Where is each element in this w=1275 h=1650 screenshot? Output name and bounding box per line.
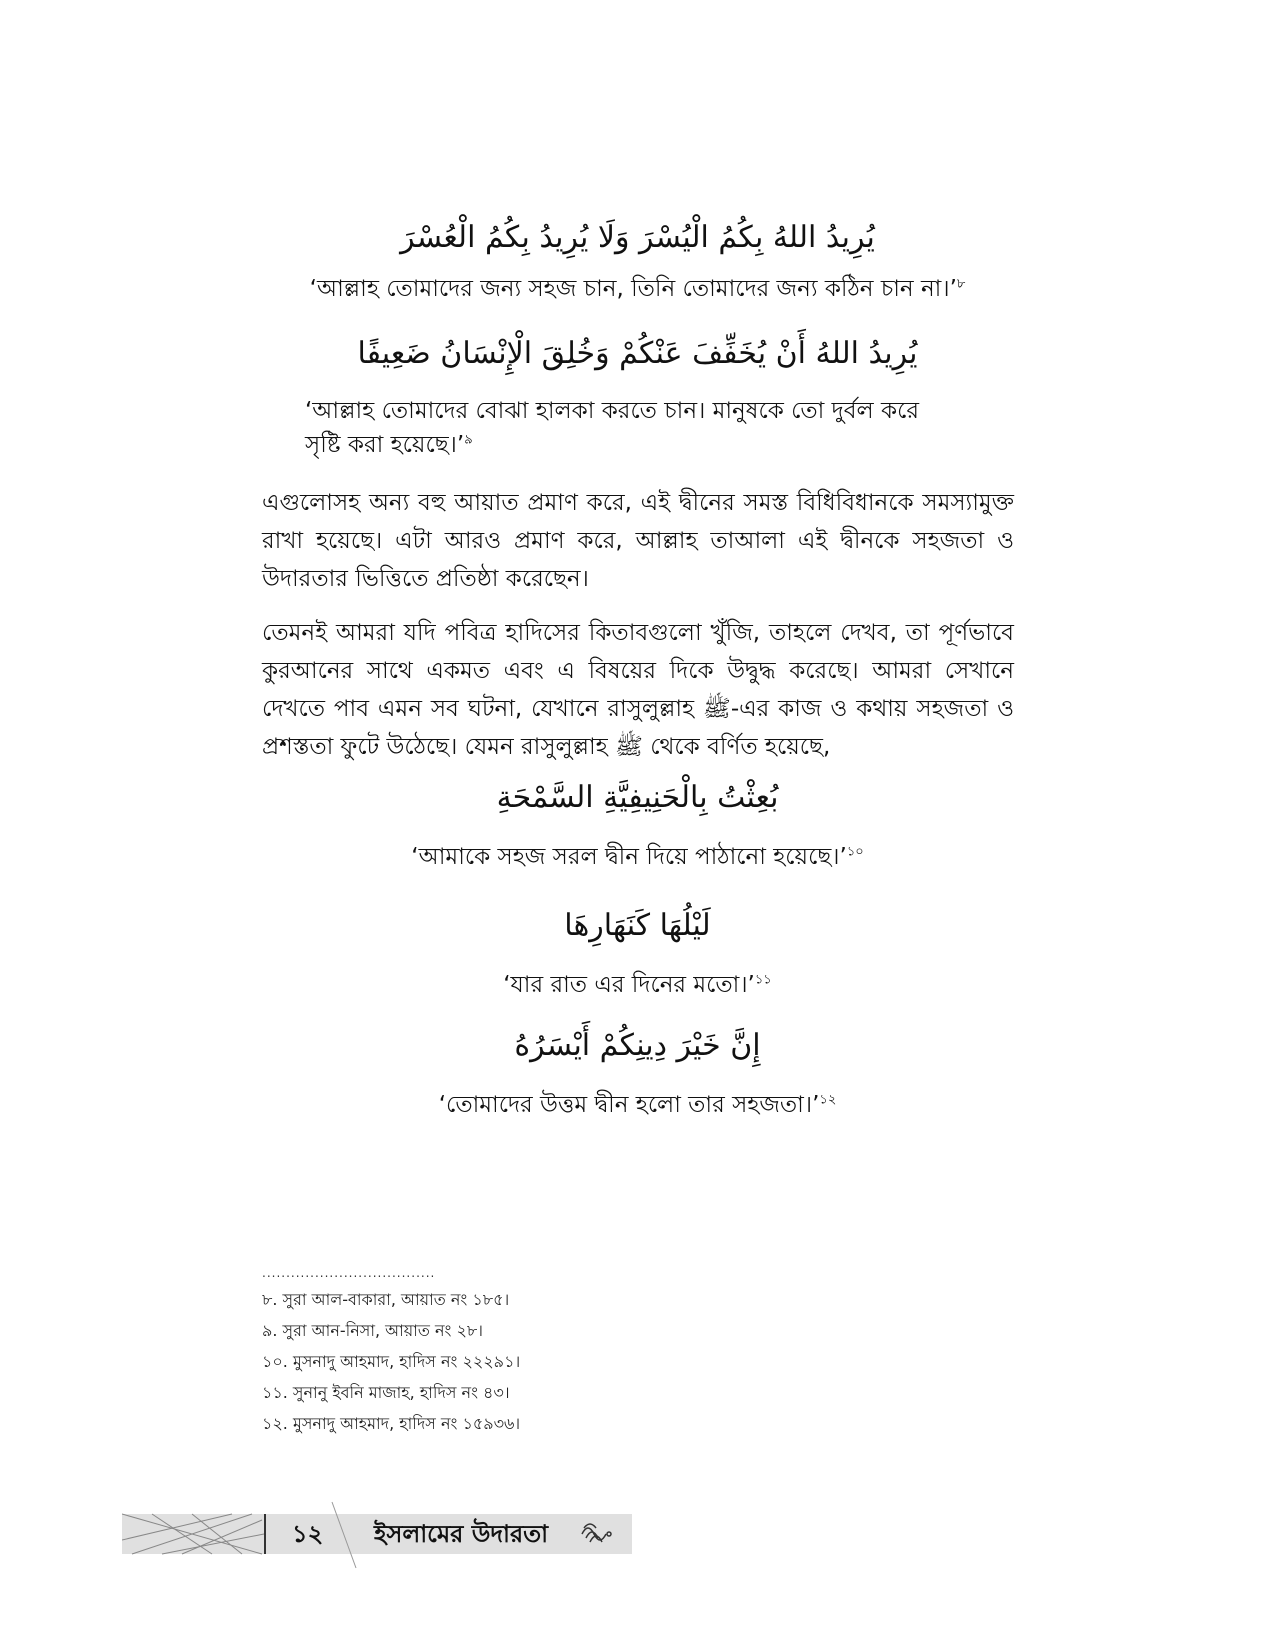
hadith-1-text: ‘আমাকে সহজ সরল দ্বীন দিয়ে পাঠানো হয়েছে।’ [411, 844, 847, 870]
footnote-9: ৯. সুরা আন-নিসা, আয়াত নং ২৮। [262, 1321, 483, 1340]
footnote-ref-10: ১০ [846, 844, 864, 860]
hadith-1-translation [0, 840, 1275, 874]
arabic-hadith-3: إِنَّ خَيْرَ دِينِكُمْ أَيْسَرُهُ [514, 1028, 761, 1063]
page-number: ১২ [292, 1520, 324, 1548]
footnote-ref-9: ৯ [464, 432, 473, 448]
verse-1-translation [0, 272, 1275, 306]
ornament-icon [578, 1516, 614, 1552]
arabic-verse-2: يُرِيدُ اللهُ أَنْ يُخَفِّفَ عَنْكُمْ وَخُلِقَ الْإِنْسَانُ ضَعِيفًا [357, 336, 918, 371]
hadith-3-translation [0, 1088, 1275, 1122]
body-paragraph-1: এগুলোসহ অন্য বহু আয়াত প্রমাণ করে, এই দ্বীনের সমস্ত বিধিবিধানকে সমস্যামুক্ত রাখা হয়েছে। এটা আরও প্রমাণ করে, আল্লাহ তাআলা এই দ্বীনকে সহজতা ও উদারতার ভিত্তিতে প্রতিষ্ঠা করেছেন। [262, 490, 1014, 592]
hadith-2-translation [0, 968, 1275, 1002]
footnote-10: ১০. মুসনাদু আহমাদ, হাদিস নং ২২২৯১। [262, 1352, 521, 1371]
verse-2-line-1: ‘আল্লাহ তোমাদের বোঝা হালকা করতে চান। মানুষকে তো দুর্বল করে [305, 398, 919, 424]
verse-2-line-2-text: সৃষ্টি করা হয়েছে।’ [305, 432, 465, 458]
footnote-ref-12: ১২ [819, 1092, 837, 1108]
footer-slash-line [330, 1500, 370, 1570]
verse-2-translation [305, 394, 985, 462]
footnotes [262, 1284, 962, 1439]
arabic-hadith-1: بُعِثْتُ بِالْحَنِيفِيَّةِ السَّمْحَةِ [496, 780, 779, 815]
footnote-separator: .................................... [262, 1266, 436, 1280]
arabic-verse-1: يُرِيدُ اللهُ بِكُمُ الْيُسْرَ وَلَا يُرِيدُ بِكُمُ الْعُسْرَ [400, 220, 875, 255]
footnote-12: ১২. মুসনাদু আহমাদ, হাদিস নং ১৫৯৩৬। [262, 1414, 521, 1433]
footer-divider [264, 1514, 266, 1554]
verse-1-text: ‘আল্লাহ তোমাদের জন্য সহজ চান, তিনি তোমাদের জন্য কঠিন চান না।’ [309, 276, 957, 302]
footer-decorative-pattern [122, 1510, 272, 1558]
footnote-ref-8: ৮ [956, 276, 966, 292]
arabic-hadith-2: لَيْلُهَا كَنَهَارِهَا [564, 908, 711, 943]
footnote-ref-11: ১১ [754, 972, 772, 988]
footnote-11: ১১. সুনানু ইবনি মাজাহ, হাদিস নং ৪৩। [262, 1383, 510, 1402]
verse-2-line-2 [305, 428, 985, 462]
book-title: ইসলামের উদারতা [374, 1520, 549, 1548]
body-paragraph-2: তেমনই আমরা যদি পবিত্র হাদিসের কিতাবগুলো খুঁজি, তাহলে দেখব, তা পূর্ণভাবে কুরআনের সাথে একমত এবং এ বিষয়ের দিকে উদ্বুদ্ধ করেছে। আমরা সেখানে দেখতে পাব এমন সব ঘটনা, যেখানে রাসুলুল্লাহ ﷺ-এর কাজ ও কথায় সহজতা ও প্রশস্ততা ফুটে উঠেছে। যেমন রাসুলুল্লাহ ﷺ থেকে বর্ণিত হয়েছে, [262, 620, 1014, 760]
hadith-3-text: ‘তোমাদের উত্তম দ্বীন হলো তার সহজতা।’ [438, 1092, 820, 1118]
hadith-2-text: ‘যার রাত এর দিনের মতো।’ [503, 972, 755, 998]
footnote-8: ৮. সুরা আল-বাকারা, আয়াত নং ১৮৫। [262, 1290, 510, 1309]
